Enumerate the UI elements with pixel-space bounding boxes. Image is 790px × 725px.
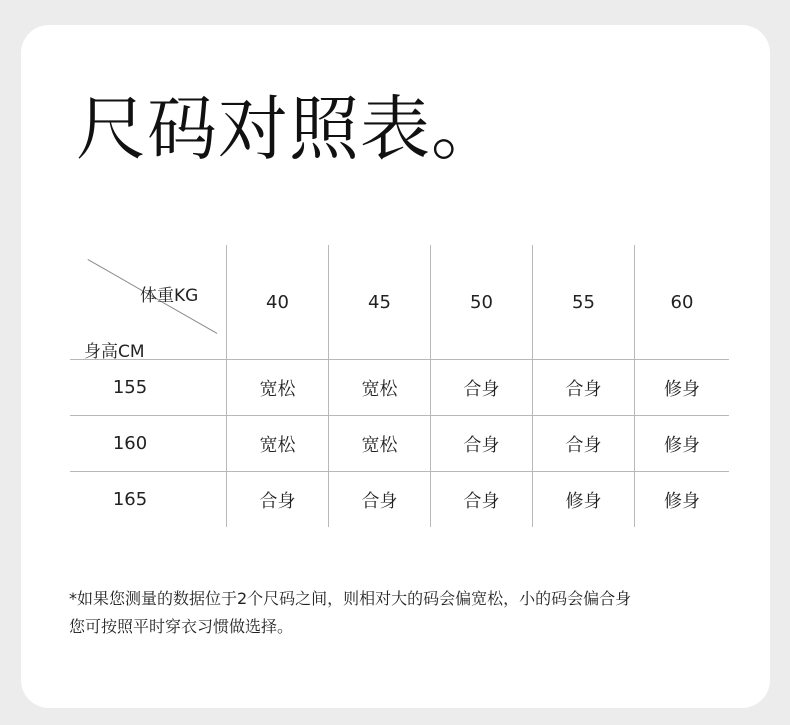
weight-header: 60 [670,291,694,313]
weight-header: 50 [470,291,493,313]
fit-cell: 宽松 [361,378,398,400]
corner-weight-label: 体重KG [140,286,199,306]
fit-cell: 修身 [664,378,700,400]
size-chart-card [21,25,770,708]
weight-header: 55 [572,291,595,313]
weight-header: 40 [266,291,289,313]
fit-cell: 合身 [259,490,296,512]
fit-cell: 修身 [664,490,700,512]
fit-cell: 合身 [463,378,500,400]
corner-height-label: 身高CM [84,342,145,362]
fit-cell: 合身 [463,434,500,456]
fit-cell: 宽松 [361,434,398,456]
size-note-line: *如果您测量的数据位于2个尺码之间，则相对大的码会偏宽松，小的码会偏合身 [69,589,632,608]
height-header: 160 [112,433,148,454]
weight-header: 45 [368,291,391,313]
fit-cell: 合身 [565,378,602,400]
size-note-line: 您可按照平时穿衣习惯做选择。 [69,617,294,636]
fit-cell: 合身 [565,434,602,456]
page-title: 尺码对照表。 [76,88,502,170]
fit-cell: 合身 [361,490,398,512]
fit-cell: 修身 [565,490,602,512]
fit-cell: 宽松 [259,434,296,456]
size-table [70,245,729,527]
fit-cell: 宽松 [259,378,296,400]
size-note [69,585,769,641]
fit-cell: 修身 [664,434,700,456]
height-header: 155 [112,377,148,398]
height-header: 165 [112,489,148,510]
fit-cell: 合身 [463,490,500,512]
